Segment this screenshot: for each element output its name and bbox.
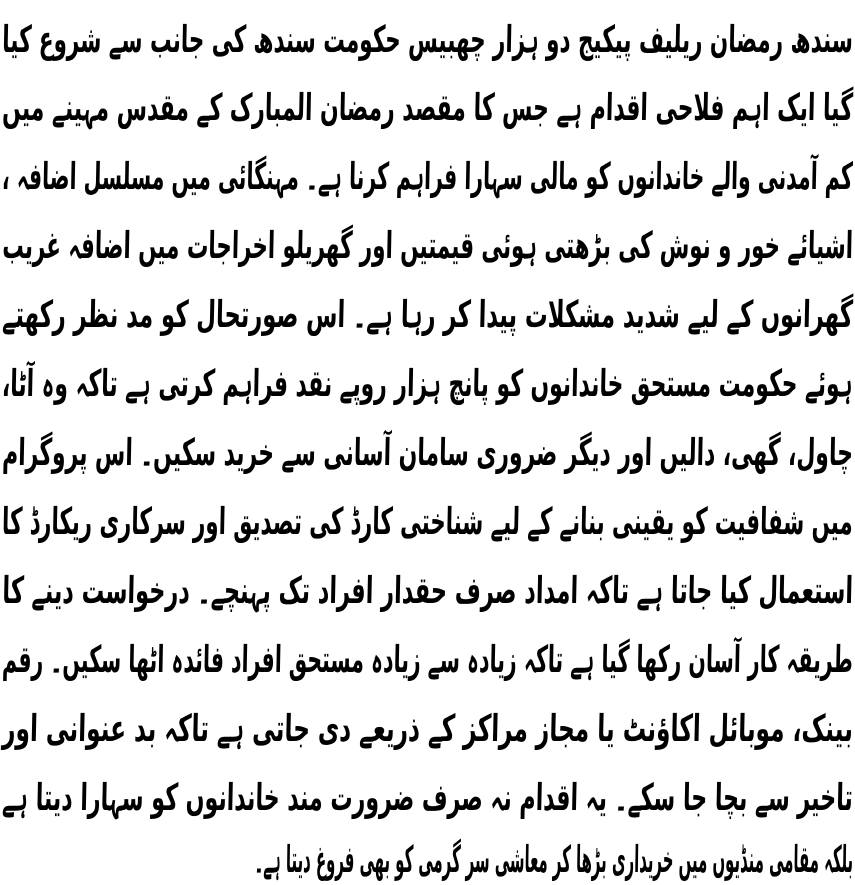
text-line-content: استعمال کیا جاتا ہے تاکہ امداد صرف حقدار افراد تک پہنچے۔ درخواست دینے کا [1,569,854,612]
text-line-content: بینک، موبائل اکاؤنٹ یا مجاز مراکز کے ذریعے دی جاتی ہے تاکہ بد عنوانی اور [1,707,854,750]
text-line [0,143,855,211]
text-line-content: بلکہ مقامی منڈیوں میں خریداری بڑھا کر معاشی سر گرمی کو بھی فروغ دیتا ہے۔ [254,838,854,881]
text-line-content: اشیائے خور و نوش کی بڑھتی ہوئی قیمتیں اور گھریلو اخراجات میں اضافہ غریب [1,224,854,267]
text-line [0,764,855,832]
text-line [0,557,855,625]
text-line [0,74,855,142]
text-line [0,6,855,74]
text-line [0,419,855,487]
text-line-content: تاخیر سے بچا جا سکے۔ یہ اقدام نہ صرف ضرورت مند خاندانوں کو سہارا دیتا ہے [1,776,854,819]
text-line [0,350,855,418]
text-line-content: چاول، گھی، دالیں اور دیگر ضروری سامان آسانی سے خرید سکیں۔ اس پروگرام [1,431,854,474]
text-line-content: سندھ رمضان ریلیف پیکیج دو ہزار چھبیس حکومت سندھ کی جانب سے شروع کیا [1,18,854,61]
text-line [0,826,855,885]
text-line-content: کم آمدنی والے خاندانوں کو مالی سہارا فراہم کرنا ہے۔ مہنگائی میں مسلسل اضافہ ، [1,155,854,198]
text-line-content: طریقہ کار آسان رکھا گیا ہے تاکہ زیادہ سے زیادہ مستحق افراد فائدہ اٹھا سکیں۔ رقم [1,638,854,681]
text-line [0,488,855,556]
text-line-content: ہوئے حکومت مستحق خاندانوں کو پانچ ہزار روپے نقد فراہم کرتی ہے تاکہ وہ آٹا، [1,362,854,405]
text-line-content: گھرانوں کے لیے شدید مشکلات پیدا کر رہا ہے۔ اس صورتحال کو مد نظر رکھتے [1,293,854,336]
text-line [0,212,855,280]
text-line [0,626,855,694]
text-line [0,281,855,349]
text-line-content: گیا ایک اہم فلاحی اقدام ہے جس کا مقصد رمضان المبارک کے مقدس مہینے میں [1,86,854,129]
text-line-content: میں شفافیت کو یقینی بنانے کے لیے شناختی کارڈ کی تصدیق اور سرکاری ریکارڈ کا [1,500,854,543]
text-line [0,695,855,763]
